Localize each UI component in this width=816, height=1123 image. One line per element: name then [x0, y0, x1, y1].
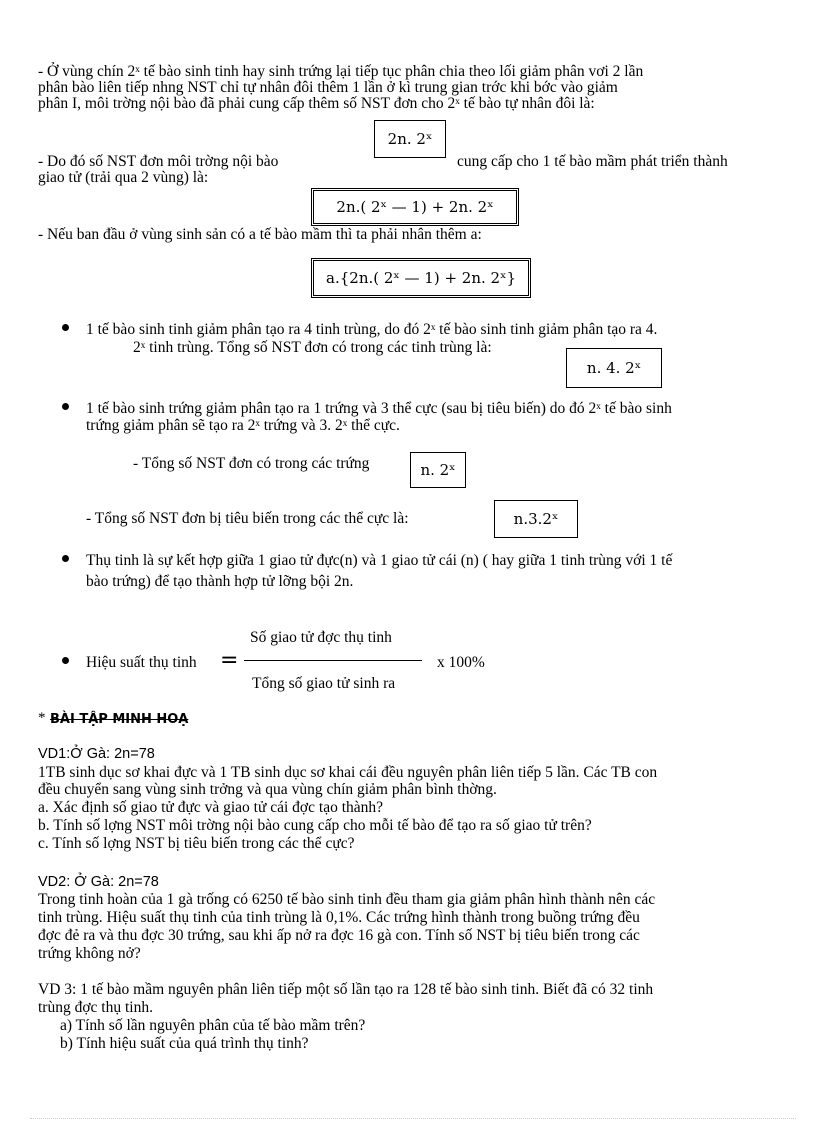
- formula-box-1: 2n. 2ˣ: [374, 120, 446, 158]
- para2-right: cung cấp cho 1 tế bào mầm phát triển thành: [457, 153, 728, 170]
- vd3-item-b: b) Tính hiệu suất của quá trình thụ tinh?: [60, 1035, 309, 1052]
- vd1-line4: b. Tính số lợng NST môi trờng nội bào cung cấp cho mỗi tế bào để tạo ra số giao tử trên?: [38, 817, 592, 834]
- sub1-label: - Tổng số NST đơn có trong các trứng: [133, 455, 370, 472]
- efficiency-label: Hiệu suất thụ tinh: [86, 654, 197, 671]
- vd1-title: VD1:Ở Gà: 2n=78: [38, 746, 155, 762]
- bullet-dot: [62, 555, 69, 562]
- footer-dotted-rule: [30, 1118, 796, 1119]
- formula-box-3: a.{2n.( 2ˣ — 1) + 2n. 2ˣ}: [311, 258, 531, 298]
- vd3-line1: VD 3: 1 tế bào mầm nguyên phân liên tiếp một số lần tạo ra 128 tế bào sinh tinh. Biết đã có 32 tinh: [38, 981, 654, 998]
- bullet-dot: [62, 324, 69, 331]
- vd1-line3: a. Xác định số giao tử đực và giao tử cái đợc tạo thành?: [38, 799, 384, 816]
- vd1-line5: c. Tính số lợng NST bị tiêu biến trong các thể cực?: [38, 835, 355, 852]
- formula-box-2: 2n.( 2ˣ — 1) + 2n. 2ˣ: [311, 188, 519, 226]
- formula-box-6: n.3.2ˣ: [494, 500, 578, 538]
- vd2-line4: trứng không nở?: [38, 945, 141, 962]
- vd3-line2: trùng đợc thụ tinh.: [38, 999, 153, 1016]
- formula-box-4: n. 4. 2ˣ: [566, 348, 662, 388]
- bullet3-line1: Thụ tinh là sự kết hợp giữa 1 giao tử đực(n) và 1 giao tử cái (n) ( hay giữa 1 tinh trùng với 1 tế: [86, 552, 673, 569]
- bullet2-line1: 1 tế bào sinh trứng giảm phân tạo ra 1 trứng và 3 thể cực (sau bị tiêu biến) do đó 2ˣ tế bào sinh: [86, 400, 672, 417]
- vd2-title: VD2: Ở Gà: 2n=78: [38, 874, 159, 890]
- heading-star: *: [38, 710, 46, 726]
- vd2-line1: Trong tinh hoàn của 1 gà trống có 6250 tế bào sinh tinh đều tham gia giảm phân hình thành nên các: [38, 891, 656, 908]
- sub2-label: - Tổng số NST đơn bị tiêu biến trong các thể cực là:: [86, 510, 409, 527]
- vd3-item-a: a) Tính số lần nguyên phân của tế bào mầm trên?: [60, 1017, 366, 1034]
- para3: - Nếu ban đầu ở vùng sinh sản có a tế bào mầm thì ta phải nhân thêm a:: [38, 226, 482, 243]
- bullet2-line2: trứng giảm phân sẽ tạo ra 2ˣ trứng và 3. 2ˣ thể cực.: [86, 417, 400, 434]
- para2-left: - Do đó số NST đơn môi trờng nội bào: [38, 153, 279, 170]
- equals-sign: =: [220, 648, 239, 673]
- efficiency-numerator: Số giao tử đợc thụ tinh: [250, 629, 392, 646]
- efficiency-suffix: x 100%: [437, 654, 485, 671]
- para1-line2: phân bào liên tiếp nhng NST chỉ tự nhân đôi thêm 1 lần ở kì trung gian trớc khi bớc vào giảm: [38, 79, 618, 96]
- bullet1-line2: 2ˣ tinh trùng. Tổng số NST đơn có trong các tinh trùng là:: [133, 339, 492, 356]
- bullet-dot: [62, 403, 69, 410]
- vd2-line3: đợc đẻ ra và thu đợc 30 trứng, sau khi ấp nở ra đợc 16 gà con. Tính số NST bị tiêu biến trong các: [38, 927, 640, 944]
- fraction-bar: [244, 660, 422, 661]
- bullet3-line2: bào trứng) để tạo thành hợp tử lỡng bội 2n.: [86, 573, 354, 590]
- vd1-line1: 1TB sinh dục sơ khai đực và 1 TB sinh dục sơ khai cái đều nguyên phân liên tiếp 5 lần. Các TB con: [38, 764, 658, 781]
- para1-line1: - Ở vùng chín 2ˣ tế bào sinh tinh hay sinh trứng lại tiếp tục phân chia theo lối giảm phân vơi 2 lần: [38, 63, 644, 80]
- formula-box-5: n. 2ˣ: [410, 452, 466, 488]
- efficiency-denominator: Tổng số giao tử sinh ra: [252, 675, 396, 692]
- vd2-line2: tinh trùng. Hiệu suất thụ tinh của tinh trùng là 0,1%. Các trứng hình thành trong buồng trứng đều: [38, 909, 640, 926]
- vd1-line2: đều chuyển sang vùng sinh trởng và qua vùng chín giảm phân bình thờng.: [38, 781, 497, 798]
- para1-line3: phân I, môi trờng nội bào đã phải cung cấp thêm số NST đơn cho 2ˣ tế bào tự nhân đôi là:: [38, 95, 595, 112]
- section-heading: BÀI TẬP MINH HOẠ: [50, 712, 189, 727]
- para2-line2: giao tử (trải qua 2 vùng) là:: [38, 169, 209, 186]
- bullet-dot: [62, 657, 69, 664]
- bullet1-line1: 1 tế bào sinh tinh giảm phân tạo ra 4 tinh trùng, do đó 2ˣ tế bào sinh tinh giảm phân tạo ra 4.: [86, 321, 658, 338]
